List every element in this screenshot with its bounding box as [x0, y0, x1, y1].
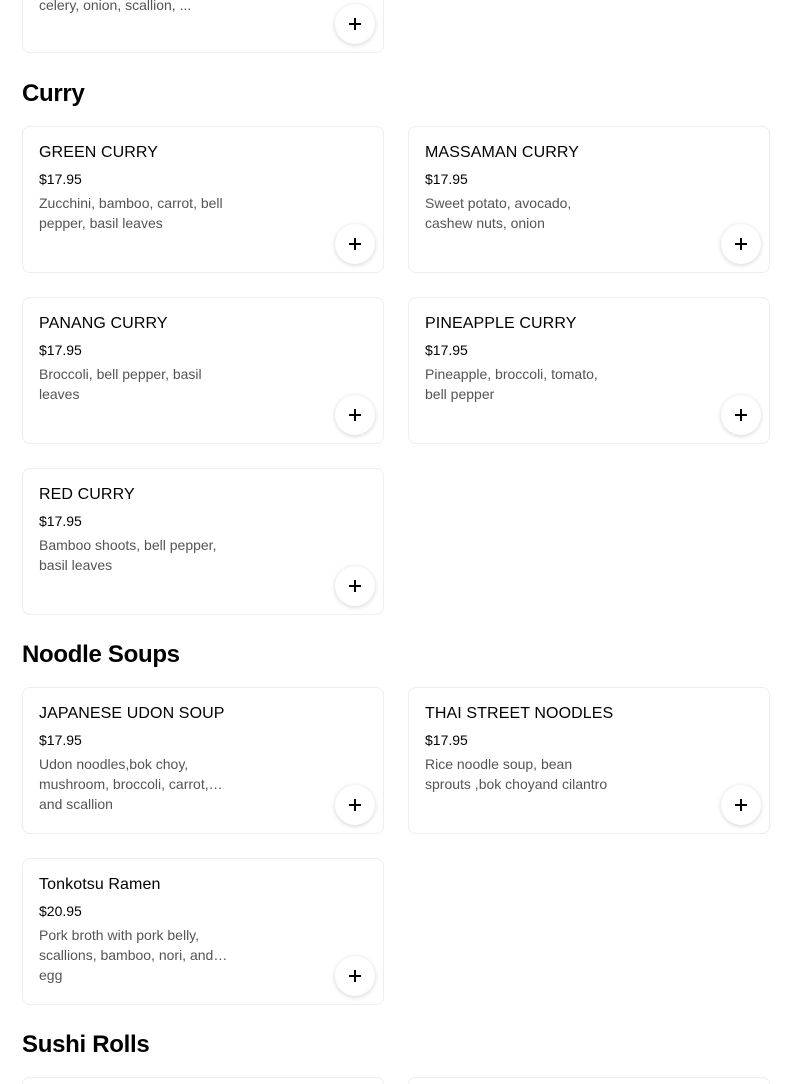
item-description: Broccoli, bell pepper, basil leaves — [39, 366, 202, 402]
add-to-cart-button[interactable] — [721, 785, 761, 825]
section-title-noodle-soups: Noodle Soups — [22, 641, 180, 668]
menu-item-card[interactable] — [22, 0, 384, 53]
add-to-cart-button[interactable] — [335, 4, 375, 44]
item-description: celery, onion, scallion, ... — [39, 0, 192, 13]
plus-icon — [735, 409, 747, 421]
item-description: Rice noodle soup, bean sprouts ,bok choyand cilantro — [425, 756, 608, 792]
item-price: $17.95 — [425, 342, 468, 358]
item-description: Zucchini, bamboo, carrot, bell pepper, basil leaves — [39, 195, 223, 231]
item-name: Tonkotsu Ramen — [39, 876, 161, 893]
add-to-cart-button[interactable] — [721, 224, 761, 264]
menu-item-card[interactable] — [22, 1077, 384, 1084]
section-title-sushi-rolls: Sushi Rolls — [22, 1031, 150, 1058]
plus-icon — [735, 238, 747, 250]
item-price: $17.95 — [39, 732, 82, 748]
item-price: $17.95 — [425, 171, 468, 187]
menu-item-card[interactable] — [408, 1077, 770, 1084]
plus-icon — [349, 238, 361, 250]
item-price: $17.95 — [39, 342, 82, 358]
plus-icon — [349, 799, 361, 811]
item-name: PINEAPPLE CURRY — [425, 315, 577, 332]
add-to-cart-button[interactable] — [335, 785, 375, 825]
menu-item-card[interactable] — [408, 687, 770, 834]
item-price: $17.95 — [39, 171, 82, 187]
menu-item-card[interactable] — [22, 687, 384, 834]
item-description: Pork broth with pork belly, scallions, bamboo, nori, and egg — [39, 927, 214, 983]
item-name: THAI STREET NOODLES — [425, 705, 614, 722]
plus-icon — [735, 799, 747, 811]
item-description: Sweet potato, avocado, cashew nuts, onion — [425, 195, 572, 231]
menu-item-card[interactable] — [408, 297, 770, 444]
add-to-cart-button[interactable] — [335, 224, 375, 264]
item-price: $20.95 — [39, 903, 82, 919]
menu-item-card[interactable] — [22, 297, 384, 444]
menu-item-card[interactable] — [22, 126, 384, 273]
menu-item-card[interactable] — [22, 468, 384, 615]
plus-icon — [349, 580, 361, 592]
add-to-cart-button[interactable] — [335, 956, 375, 996]
item-name: GREEN CURRY — [39, 144, 159, 161]
item-description: Udon noodles,bok choy, mushroom, broccoli, carrot, and scallion — [39, 756, 209, 812]
item-name: RED CURRY — [39, 486, 135, 503]
item-description: Bamboo shoots, bell pepper, basil leaves — [39, 537, 217, 573]
add-to-cart-button[interactable] — [335, 395, 375, 435]
item-name: MASSAMAN CURRY — [425, 144, 580, 161]
add-to-cart-button[interactable] — [721, 395, 761, 435]
item-name: PANANG CURRY — [39, 315, 168, 332]
plus-icon — [349, 409, 361, 421]
plus-icon — [349, 970, 361, 982]
menu-item-card[interactable] — [22, 858, 384, 1005]
item-description: Pineapple, broccoli, tomato, bell pepper — [425, 366, 598, 402]
add-to-cart-button[interactable] — [335, 566, 375, 606]
menu-item-card[interactable] — [408, 126, 770, 273]
item-price: $17.95 — [39, 513, 82, 529]
plus-icon — [349, 18, 361, 30]
item-price: $17.95 — [425, 732, 468, 748]
item-name: JAPANESE UDON SOUP — [39, 705, 225, 722]
section-title-curry: Curry — [22, 80, 85, 107]
